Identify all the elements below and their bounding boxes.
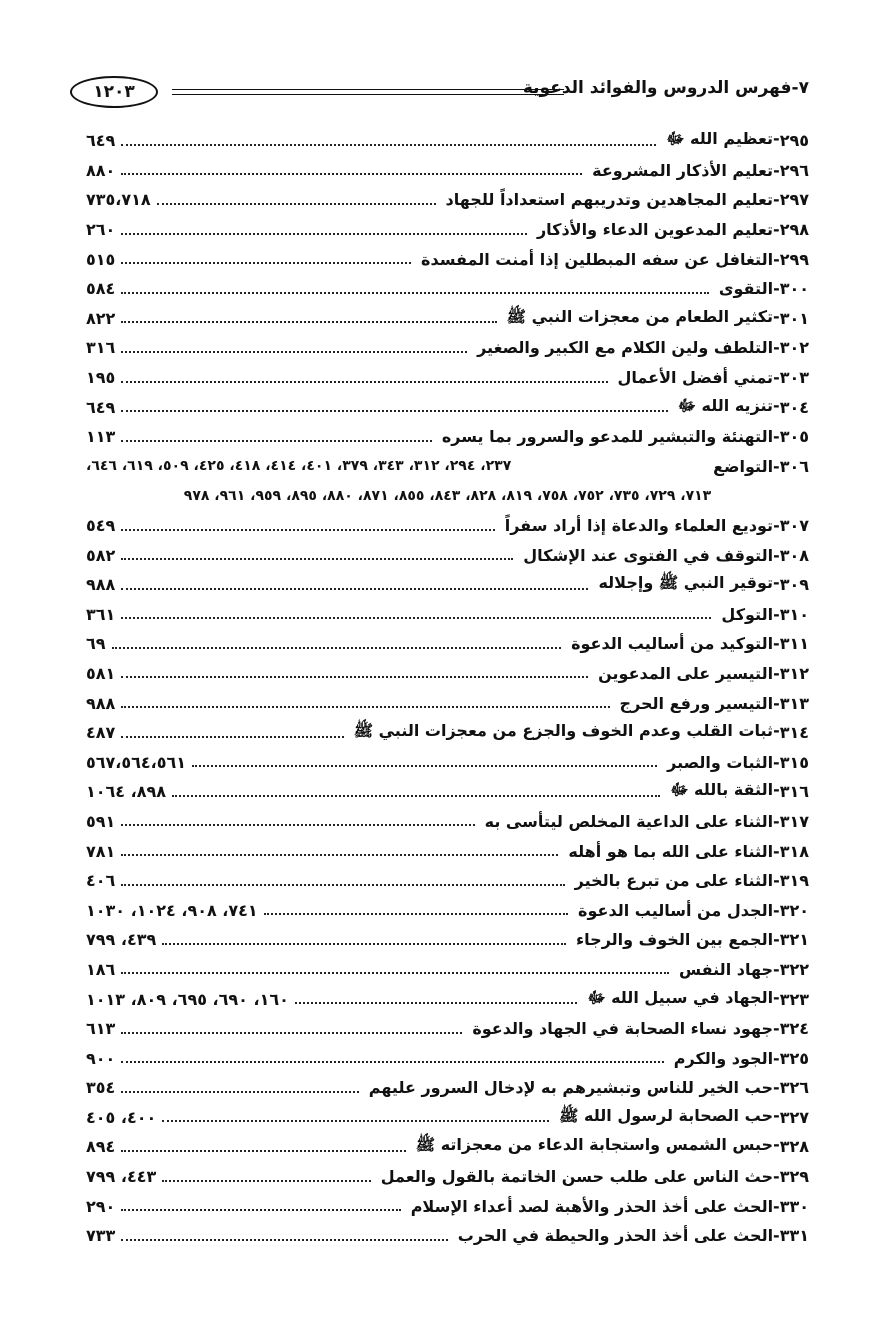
entry-number: ٣١١ — [779, 634, 809, 654]
entry-pages: ٢٩٠ — [86, 1196, 116, 1216]
entry-pages: ٧٨١ — [86, 841, 116, 861]
entry-number: ٢٩٦ — [779, 160, 809, 180]
entry-pages: ٩٨٨ — [86, 693, 116, 713]
dot-leader — [172, 795, 660, 797]
entry-pages: ٦٤٩ — [86, 131, 116, 151]
dot-leader — [121, 588, 588, 590]
index-entry — [86, 1014, 809, 1044]
entry-number: ٣١٥ — [779, 752, 809, 772]
entry-pages: ٥٨٢ — [86, 545, 116, 565]
index-entry — [86, 925, 809, 955]
entry-title: -توقير النبي ﷺ وإجلاله — [598, 573, 780, 593]
entry-number: ٣٠٧ — [779, 516, 809, 536]
index-entry — [86, 895, 809, 925]
entry-number: ٣٠٢ — [779, 338, 809, 358]
index-entry — [86, 274, 809, 304]
entry-number: ٣١٨ — [779, 841, 809, 861]
entry-pages: ١٦٠، ٦٩٠، ٦٩٥، ٨٠٩، ١٠١٣ — [86, 989, 289, 1009]
entry-pages: ٣١٦ — [86, 338, 116, 358]
entry-number: ٣٢٦ — [779, 1078, 809, 1098]
dot-leader — [157, 203, 436, 205]
entry-pages: ٦٩ — [86, 634, 106, 654]
index-entry — [86, 126, 809, 156]
entry-number: ٢٩٧ — [779, 190, 809, 210]
index-entry — [86, 955, 809, 985]
entry-title: -الثناء على الله بما هو أهله — [568, 841, 780, 861]
entry-title: -حب الخير للناس وتبشيرهم به لإدخال السرور عليهم — [368, 1078, 780, 1098]
entry-pages: ٥٨١ — [86, 663, 116, 683]
entry-number: ٣٠٥ — [779, 427, 809, 447]
entry-number: ٣٢٠ — [779, 900, 809, 920]
dot-leader — [162, 943, 566, 945]
entry-title: -تنزيه الله ﷻ — [677, 395, 780, 415]
entry-number: ٣٢٣ — [779, 989, 809, 1009]
entry-number: ٣٢٨ — [779, 1137, 809, 1157]
dot-leader — [162, 1120, 549, 1122]
dot-leader — [121, 262, 411, 264]
entry-title: -التلطف ولين الكلام مع الكبير والصغير — [477, 338, 780, 358]
entry-title: -التقوى — [718, 279, 780, 299]
index-entry — [86, 600, 809, 630]
dot-leader — [121, 1032, 462, 1034]
entry-title: -الجدل من أساليب الدعوة — [578, 900, 780, 920]
entry-pages: ٩٠٠ — [86, 1048, 116, 1068]
index-entry — [86, 984, 809, 1014]
index-entry — [86, 452, 809, 482]
entry-pages: ٧٣٥،٧١٨ — [86, 190, 151, 210]
entry-pages: ٥٦٧،٥٦٤،٥٦١ — [86, 752, 187, 772]
entry-title: -ثبات القلب وعدم الخوف والجزع من معجزات النبي ﷺ — [353, 721, 780, 741]
entry-number: ٣٣١ — [779, 1226, 809, 1246]
index-entry — [86, 244, 809, 274]
entry-title: -جهود نساء الصحابة في الجهاد والدعوة — [472, 1019, 780, 1039]
entry-pages: ٩٨٨ — [86, 575, 116, 595]
dot-leader — [264, 913, 568, 915]
index-entry — [86, 185, 809, 215]
dot-leader — [121, 824, 474, 826]
dot-leader — [121, 410, 668, 412]
dot-leader — [121, 676, 588, 678]
dot-leader — [121, 173, 582, 175]
index-entry — [86, 688, 809, 718]
entry-number: ٣١٤ — [779, 723, 809, 743]
entry-number: ٣٠٤ — [779, 397, 809, 417]
entry-title: -التوكيد من أساليب الدعوة — [571, 634, 780, 654]
entry-number: ٣٠٨ — [779, 545, 809, 565]
dot-leader — [295, 1002, 578, 1004]
entry-pages: ٤٤٣، ٧٩٩ — [86, 1167, 157, 1187]
entry-title: -التيسير على المدعوين — [598, 663, 780, 683]
dot-leader — [192, 765, 657, 767]
dot-leader — [121, 1239, 447, 1241]
index-entry — [86, 747, 809, 777]
index-entry — [86, 866, 809, 896]
entry-number: ٣٠٣ — [779, 368, 809, 388]
dot-leader — [121, 381, 607, 383]
index-entry — [86, 659, 809, 689]
entry-title: -الثقة بالله ﷻ — [670, 780, 780, 800]
dot-leader — [121, 617, 711, 619]
entry-title: -تعليم المدعوين الدعاء والأذكار — [536, 220, 780, 240]
entry-title: -الحث على أخذ الحذر والأهبة لصد أعداء الإسلام — [410, 1196, 780, 1216]
dot-leader — [121, 144, 656, 146]
entry-number: ٣١٦ — [779, 782, 809, 802]
header-divider — [172, 89, 564, 95]
index-entry — [86, 1162, 809, 1192]
page-header — [70, 76, 809, 108]
entry-number: ٣١٣ — [779, 693, 809, 713]
entry-pages: ٨٩٨، ١٠٦٤ — [86, 782, 167, 802]
entry-pages: ٨٩٤ — [86, 1137, 116, 1157]
index-entry — [86, 1191, 809, 1221]
entry-pages: ١٨٦ — [86, 959, 116, 979]
index-entry — [86, 570, 809, 600]
entry-number: ٣٢١ — [779, 930, 809, 950]
index-entry — [86, 1221, 809, 1251]
entry-number: ٣١٢ — [779, 663, 809, 683]
dot-leader — [112, 647, 562, 649]
entry-pages: ٦١٣ — [86, 1019, 116, 1039]
dot-leader — [162, 1180, 370, 1182]
entry-pages: ٥٤٩ — [86, 516, 116, 536]
entry-pages: ٨٢٢ — [86, 308, 116, 328]
dot-leader — [121, 972, 669, 974]
entry-title: -الثناء على الداعية المخلص ليتأسى به — [484, 811, 780, 831]
entry-title: -تعليم الأذكار المشروعة — [592, 160, 780, 180]
entry-pages: ٣٦١ — [86, 604, 116, 624]
entry-number: ٣١٧ — [779, 811, 809, 831]
entry-number: ٣٢٧ — [779, 1107, 809, 1127]
dot-leader — [121, 558, 513, 560]
entry-pages: ١١٣ — [86, 427, 116, 447]
entry-title: -الجهاد في سبيل الله ﷻ — [587, 987, 780, 1007]
dot-leader — [121, 440, 432, 442]
entry-title: -التهنئة والتبشير للمدعو والسرور بما يسره — [441, 427, 780, 447]
dot-leader — [121, 351, 467, 353]
entry-pages: ٤٠٠، ٤٠٥ — [86, 1107, 157, 1127]
entry-pages: ٣٥٤ — [86, 1078, 116, 1098]
dot-leader — [121, 529, 494, 531]
index-entry — [86, 422, 809, 452]
index-entry — [86, 836, 809, 866]
entry-pages: ٦٤٩ — [86, 397, 116, 417]
entry-title: -جهاد النفس — [679, 959, 780, 979]
entry-pages: ٤٨٧ — [86, 723, 116, 743]
entry-pages: ٧٣٣ — [86, 1226, 116, 1246]
index-entry — [86, 363, 809, 393]
index-entry — [86, 1132, 809, 1162]
index-entry — [86, 156, 809, 186]
entry-pages: ٢٦٠ — [86, 220, 116, 240]
index-entry — [86, 511, 809, 541]
entry-pages: ٤٣٩، ٧٩٩ — [86, 930, 157, 950]
index-entry — [86, 1043, 809, 1073]
dot-leader — [121, 292, 709, 294]
entry-title: -حث الناس على طلب حسن الخاتمة بالقول والعمل — [380, 1167, 780, 1187]
dot-leader — [121, 854, 558, 856]
entry-title: -التواضع — [713, 456, 780, 476]
entry-number: ٣٢٥ — [779, 1048, 809, 1068]
index-entry — [86, 333, 809, 363]
dot-leader — [121, 233, 527, 235]
index-entry — [86, 304, 809, 334]
section-title: ٧-فهرس الدروس والفوائد الدعوية — [522, 78, 809, 98]
entry-number: ٢٩٥ — [779, 131, 809, 151]
dot-leader — [121, 1209, 400, 1211]
entry-pages: ١٩٥ — [86, 368, 116, 388]
index-entry — [86, 777, 809, 807]
page-number-badge: ١٢٠٣ — [70, 76, 158, 108]
dot-leader — [121, 736, 343, 738]
entry-title: -التوكل — [721, 604, 780, 624]
entry-pages-continuation: ٧١٣، ٧٢٩، ٧٣٥، ٧٥٢، ٧٥٨، ٨١٩، ٨٢٨، ٨٤٣، ٨٥٥، ٨٧١، ٨٨٠، ٨٩٥، ٩٥٩، ٩٦١، ٩٧٨ — [183, 487, 712, 504]
entry-number: ٣٣٠ — [779, 1196, 809, 1216]
entry-title: -حبس الشمس واستجابة الدعاء من معجزاته ﷺ — [415, 1135, 780, 1155]
entry-number: ٣١٠ — [779, 604, 809, 624]
index-entries-list — [86, 126, 809, 1251]
entry-pages: ٥٨٤ — [86, 279, 116, 299]
entry-title: -الثبات والصبر — [667, 752, 780, 772]
entry-pages: ٤٠٦ — [86, 871, 116, 891]
entry-number: ٣٠٦ — [779, 456, 809, 476]
dot-leader — [121, 321, 496, 323]
entry-title: -تعليم المجاهدين وتدريبهم استعداداً للجهاد — [445, 190, 780, 210]
index-entry — [86, 1103, 809, 1133]
entry-title: -الحث على أخذ الحذر والحيطة في الحرب — [457, 1226, 780, 1246]
index-entry — [86, 215, 809, 245]
entry-number: ٣٠٩ — [779, 575, 809, 595]
entry-pages: ٥٩١ — [86, 811, 116, 831]
entry-title: -توديع العلماء والدعاة إذا أراد سفراً — [504, 516, 780, 536]
dot-leader — [121, 1061, 664, 1063]
entry-title: -التغافل عن سفه المبطلين إذا أمنت المفسدة — [421, 249, 780, 269]
entry-number: ٢٩٨ — [779, 220, 809, 240]
entry-pages: ٥١٥ — [86, 249, 116, 269]
dot-leader — [121, 884, 564, 886]
entry-title: -التوقف في الفتوى عند الإشكال — [523, 545, 780, 565]
entry-number: ٣٢٤ — [779, 1019, 809, 1039]
entry-pages: ٢٣٧، ٢٩٤، ٣١٢، ٣٤٣، ٣٧٩، ٤٠١، ٤١٤، ٤١٨، ٤٢٥، ٥٠٩، ٦١٩، ٦٤٦، — [86, 458, 512, 475]
entry-title: -الجمع بين الخوف والرجاء — [575, 930, 780, 950]
entry-title: -الثناء على من تبرع بالخير — [574, 871, 780, 891]
entry-number: ٣٢٢ — [779, 959, 809, 979]
entry-title: -الجود والكرم — [673, 1048, 780, 1068]
entry-pages: ٧٤١، ٩٠٨، ١٠٢٤، ١٠٣٠ — [86, 900, 258, 920]
index-entry — [86, 540, 809, 570]
entry-number: ٣٠١ — [779, 308, 809, 328]
entry-title: -تعظيم الله ﷻ — [666, 129, 780, 149]
dot-leader — [121, 1091, 359, 1093]
entry-number: ٢٩٩ — [779, 249, 809, 269]
entry-title: -تمني أفضل الأعمال — [617, 368, 780, 388]
dot-leader — [121, 706, 609, 708]
entry-pages: ٨٨٠ — [86, 160, 116, 180]
index-entry — [86, 392, 809, 422]
entry-title: -حب الصحابة لرسول الله ﷺ — [559, 1105, 780, 1125]
index-entry — [86, 807, 809, 837]
entry-number: ٣٠٠ — [779, 279, 809, 299]
index-entry — [86, 629, 809, 659]
entry-number: ٣١٩ — [779, 871, 809, 891]
entry-number: ٣٢٩ — [779, 1167, 809, 1187]
entry-title: -تكثير الطعام من معجزات النبي ﷺ — [506, 306, 780, 326]
dot-leader — [121, 1150, 406, 1152]
index-entry — [86, 718, 809, 748]
entry-title: -التيسير ورفع الحرج — [619, 693, 780, 713]
index-entry — [86, 1073, 809, 1103]
